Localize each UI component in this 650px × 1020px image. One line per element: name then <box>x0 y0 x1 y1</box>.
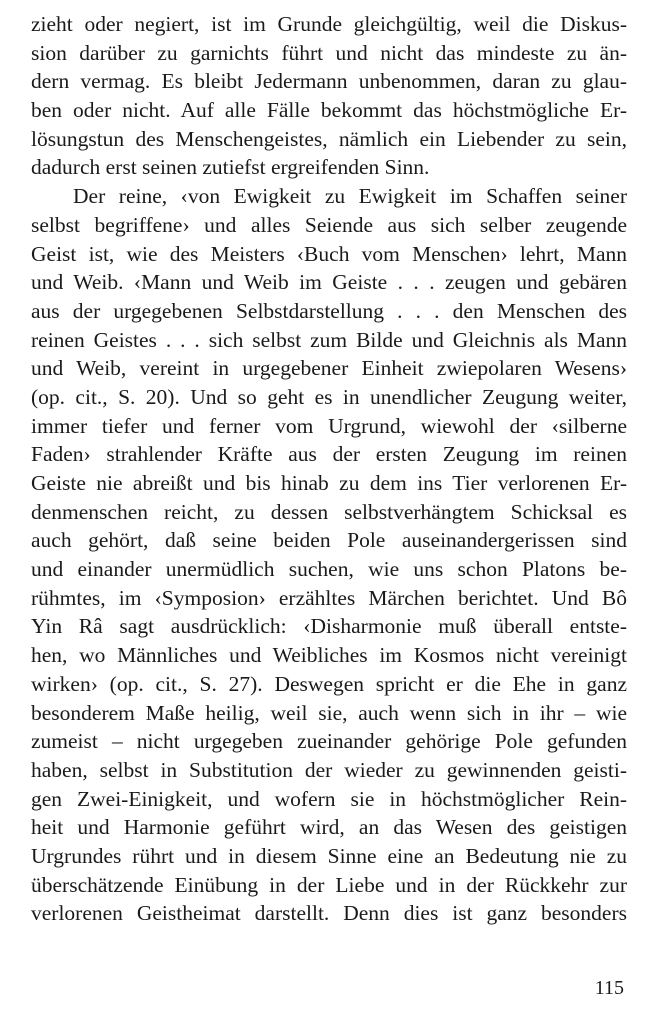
paragraph <box>31 182 627 928</box>
text-line: Der reine, ‹von Ewigkeit zu Ewigkeit im Schaffen seiner <box>73 184 627 209</box>
text-line: und einander unermüdlich suchen, wie uns schon Platons be- <box>31 557 627 582</box>
text-line: und Weib, vereint in urgegebener Einheit zwiepolaren Wesens› <box>31 356 627 381</box>
text-line: ben oder nicht. Auf alle Fälle bekommt das höchstmögliche Er- <box>31 98 627 123</box>
text-line: zieht oder negiert, ist im Grunde gleichgültig, weil die Diskus- <box>31 12 627 36</box>
text-line: überschätzende Einübung in der Liebe und in der Rückkehr zur <box>31 872 627 897</box>
text-line: Geiste nie abreißt und bis hinab zu dem ins Tier verlorenen Er- <box>31 471 627 495</box>
text-line: sion darüber zu garnichts führt und nicht das mindeste zu än- <box>31 40 627 65</box>
text-line: hen, wo Männliches und Weibliches im Kosmos nicht vereinigt <box>31 643 627 668</box>
body-text <box>31 10 627 928</box>
text-line: aus der urgegebenen Selbstdarstellung . . . den Menschen des <box>31 298 627 323</box>
text-line: besonderem Maße heilig, weil sie, auch wenn sich in ihr – wie <box>31 700 627 725</box>
text-line: selbst begriffene› und alles Seiende aus sich selber zeugende <box>31 212 627 237</box>
text-line: Urgrundes rührt und in diesem Sinne eine an Bedeutung nie zu <box>31 843 627 868</box>
text-line: dadurch erst seinen zutiefst ergreifenden Sinn. <box>31 155 430 180</box>
text-line: lösungstun des Menschengeistes, nämlich ein Liebender zu sein, <box>31 126 627 151</box>
text-line: wirken› (op. cit., S. 27). Deswegen spricht er die Ehe in ganz <box>31 671 627 696</box>
page-number: 115 <box>594 977 624 999</box>
text-line: reinen Geistes . . . sich selbst zum Bilde und Gleichnis als Mann <box>31 327 627 352</box>
text-line: Faden› strahlender Kräfte aus der ersten Zeugung im reinen <box>31 442 627 467</box>
text-line: heit und Harmonie geführt wird, an das Wesen des geistigen <box>31 815 627 840</box>
text-line: und Weib. ‹Mann und Weib im Geiste . . . zeugen und gebären <box>31 270 627 295</box>
text-line: gen Zwei-Einigkeit, und wofern sie in höchstmöglicher Rein- <box>31 786 627 811</box>
text-line: immer tiefer und ferner vom Urgrund, wiewohl der ‹silberne <box>31 413 627 438</box>
text-line: Geist ist, wie des Meisters ‹Buch vom Menschen› lehrt, Mann <box>31 241 627 266</box>
text-line: dern vermag. Es bleibt Jedermann unbenommen, daran zu glau- <box>31 69 627 94</box>
text-line: Yin Râ sagt ausdrücklich: ‹Disharmonie muß überall entste- <box>31 614 627 639</box>
text-line: denmenschen reicht, zu dessen selbstverhängtem Schicksal es <box>31 499 627 524</box>
text-line: haben, selbst in Substitution der wieder zu gewinnenden geisti- <box>31 757 627 782</box>
text-line: verlorenen Geistheimat darstellt. Denn dies ist ganz besonders <box>31 901 627 926</box>
text-line: zumeist – nicht urgegeben zueinander gehörige Pole gefunden <box>31 729 627 754</box>
text-line: rühmtes, im ‹Symposion› erzähltes Märchen berichtet. Und Bô <box>31 585 627 610</box>
paragraph <box>31 10 627 182</box>
text-line: (op. cit., S. 20). Und so geht es in unendlicher Zeugung weiter, <box>31 384 627 409</box>
text-line: auch gehört, daß seine beiden Pole auseinandergerissen sind <box>31 528 627 553</box>
